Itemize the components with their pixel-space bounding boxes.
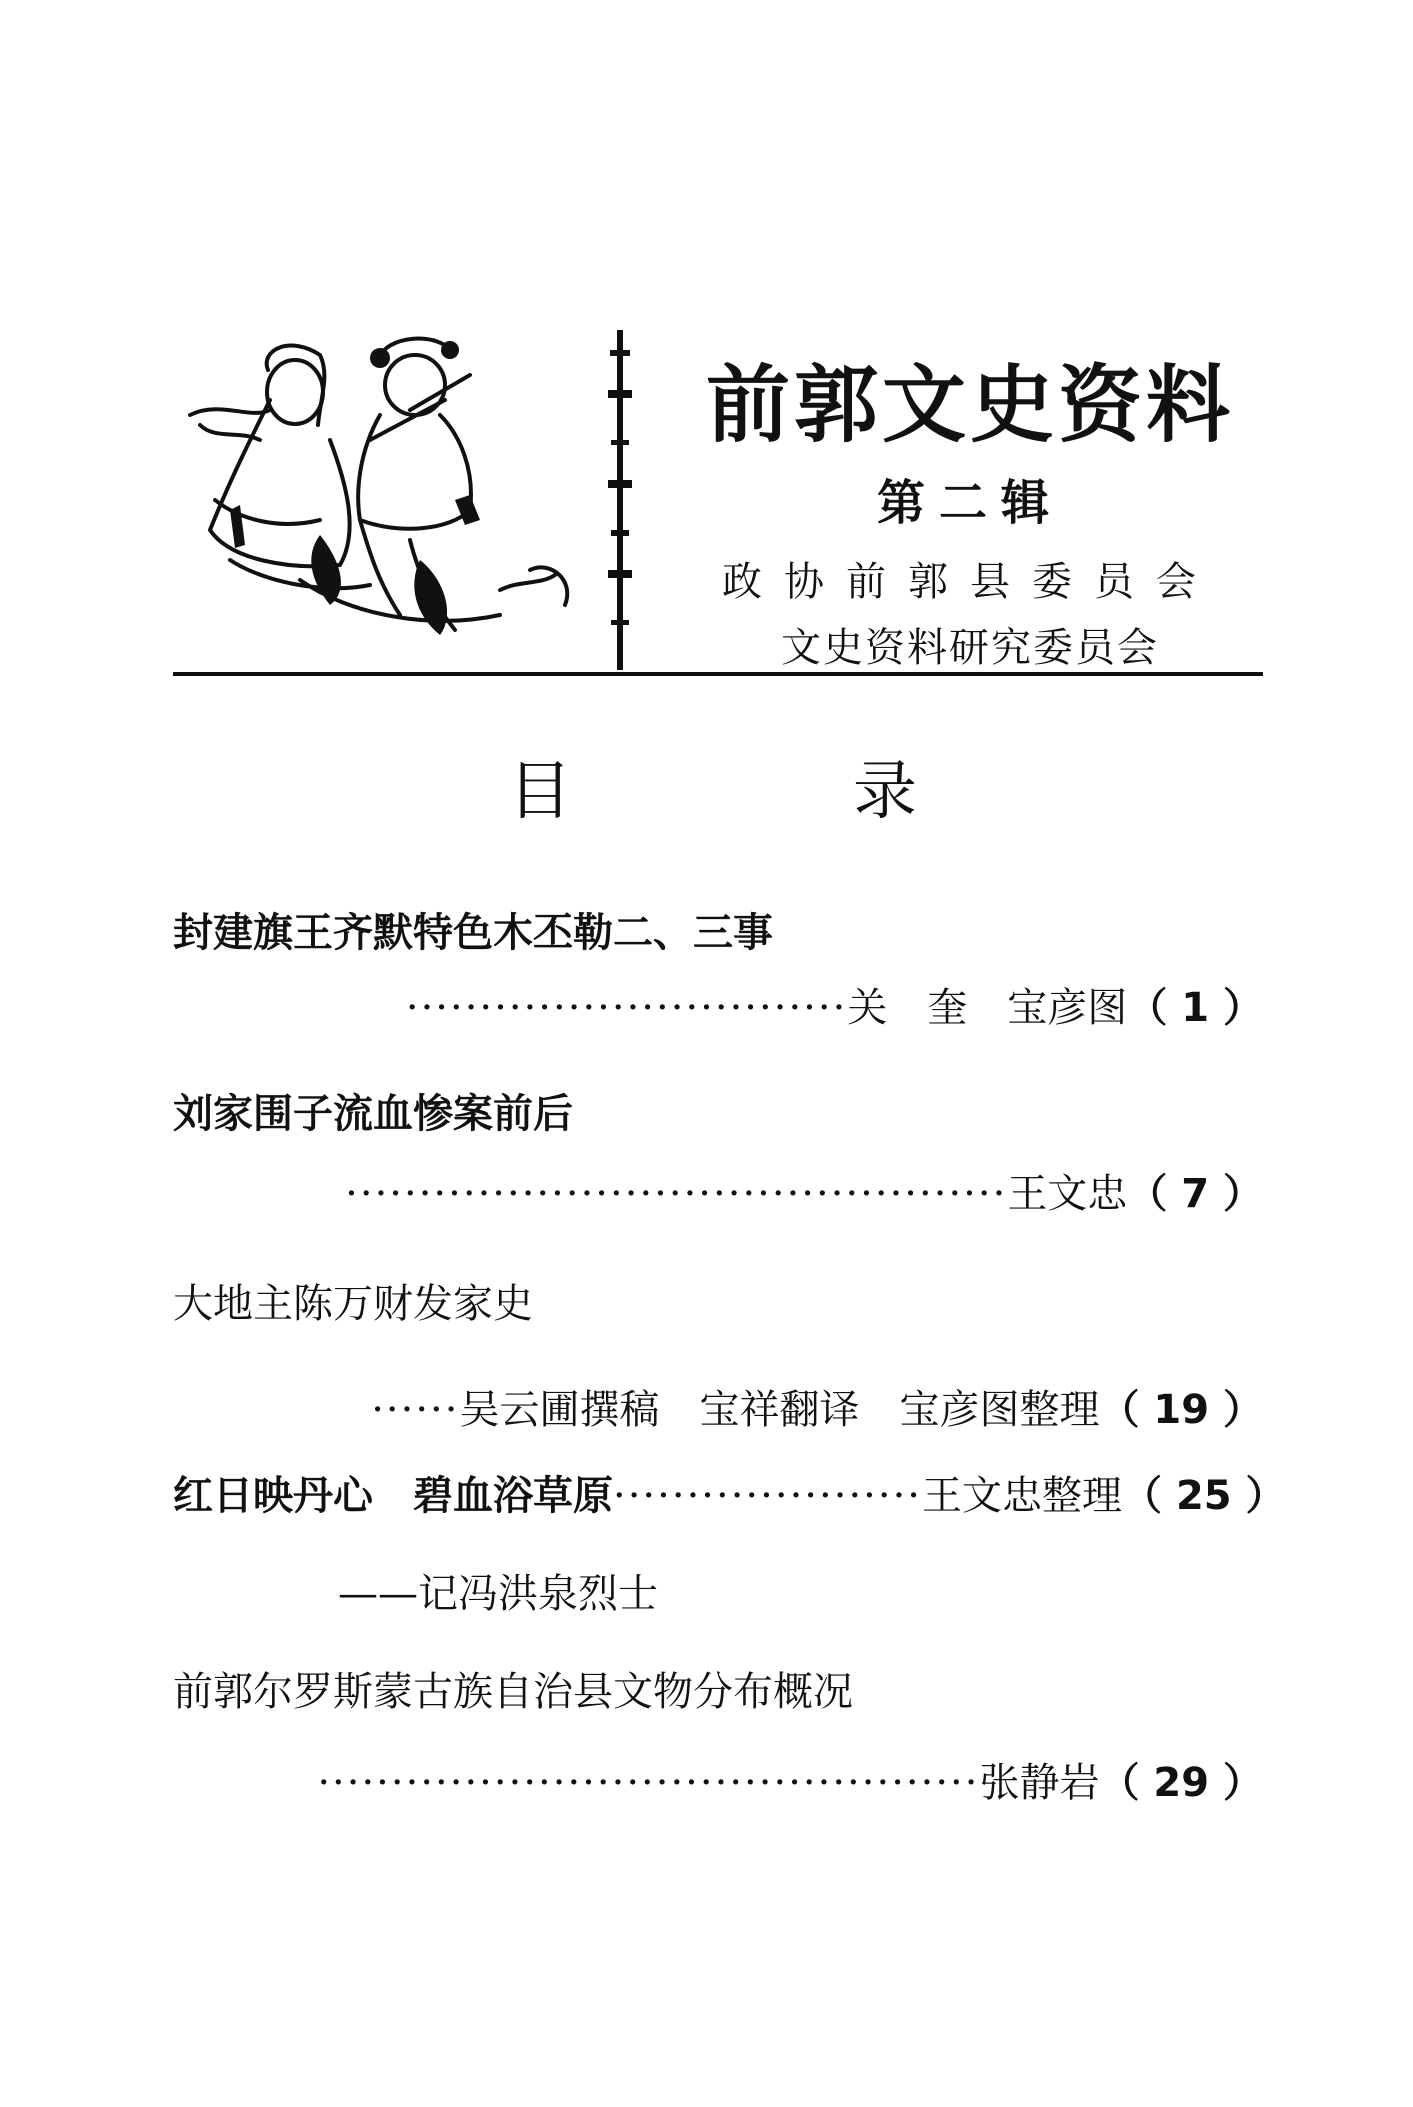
toc-entry-page: （ 7 ） <box>1127 1171 1263 1217</box>
header-rule <box>173 672 1263 676</box>
toc-entry-author: 关 奎 宝彦图 <box>847 985 1128 1031</box>
publisher-line-1: 政协前郭县委员会 <box>722 559 1218 605</box>
cover-illustration <box>170 330 600 650</box>
toc-entry-title: 封建旗王齐默特色木丕勒二、三事 <box>173 910 773 956</box>
toc-entry-detail <box>317 1757 1263 1809</box>
dot-leader: ····················· <box>613 1473 923 1519</box>
toc-entry-page: （ 25 ） <box>1122 1473 1286 1519</box>
dot-leader: ············································· <box>317 1760 980 1806</box>
toc-entry-page: （ 1 ） <box>1127 985 1263 1031</box>
toc-entry-detail <box>371 1384 1263 1436</box>
dot-leader: ······························ <box>405 985 848 1031</box>
toc-entry-author: 张静岩 <box>979 1760 1100 1806</box>
toc-entry-page: （ 29 ） <box>1099 1760 1263 1806</box>
publication-title: 前郭文史资料 <box>705 355 1234 454</box>
toc-entry-detail <box>406 982 1263 1034</box>
toc-entry-subtitle: ——记冯洪泉烈士 <box>338 1571 658 1617</box>
toc-heading-char-2: 录 <box>853 755 917 829</box>
toc-entry-title: 刘家围子流血惨案前后 <box>173 1091 573 1137</box>
dot-leader: ············································· <box>345 1171 1008 1217</box>
issue-number: 第二辑 <box>876 475 1063 531</box>
toc-entry-author: 王文忠 <box>1007 1171 1128 1217</box>
toc-entry-detail <box>345 1168 1263 1220</box>
header-block <box>660 355 1280 673</box>
toc-entry-row <box>173 1470 1286 1522</box>
toc-entry-title: 前郭尔罗斯蒙古族自治县文物分布概况 <box>173 1669 853 1715</box>
toc-entry-author: 王文忠整理 <box>922 1473 1123 1519</box>
toc-entry-page: （ 19 ） <box>1099 1387 1263 1433</box>
toc-entry-title: 大地主陈万财发家史 <box>173 1281 533 1327</box>
dot-leader: ······ <box>371 1387 460 1433</box>
toc-entry-author: 吴云圃撰稿 宝祥翻译 宝彦图整理 <box>459 1387 1100 1433</box>
toc-entry-title: 红日映丹心 碧血浴草原 <box>173 1473 613 1519</box>
decorative-divider <box>600 330 640 670</box>
toc-heading-char-1: 目 <box>508 755 572 829</box>
publisher-line-2: 文史资料研究委员会 <box>781 625 1159 671</box>
